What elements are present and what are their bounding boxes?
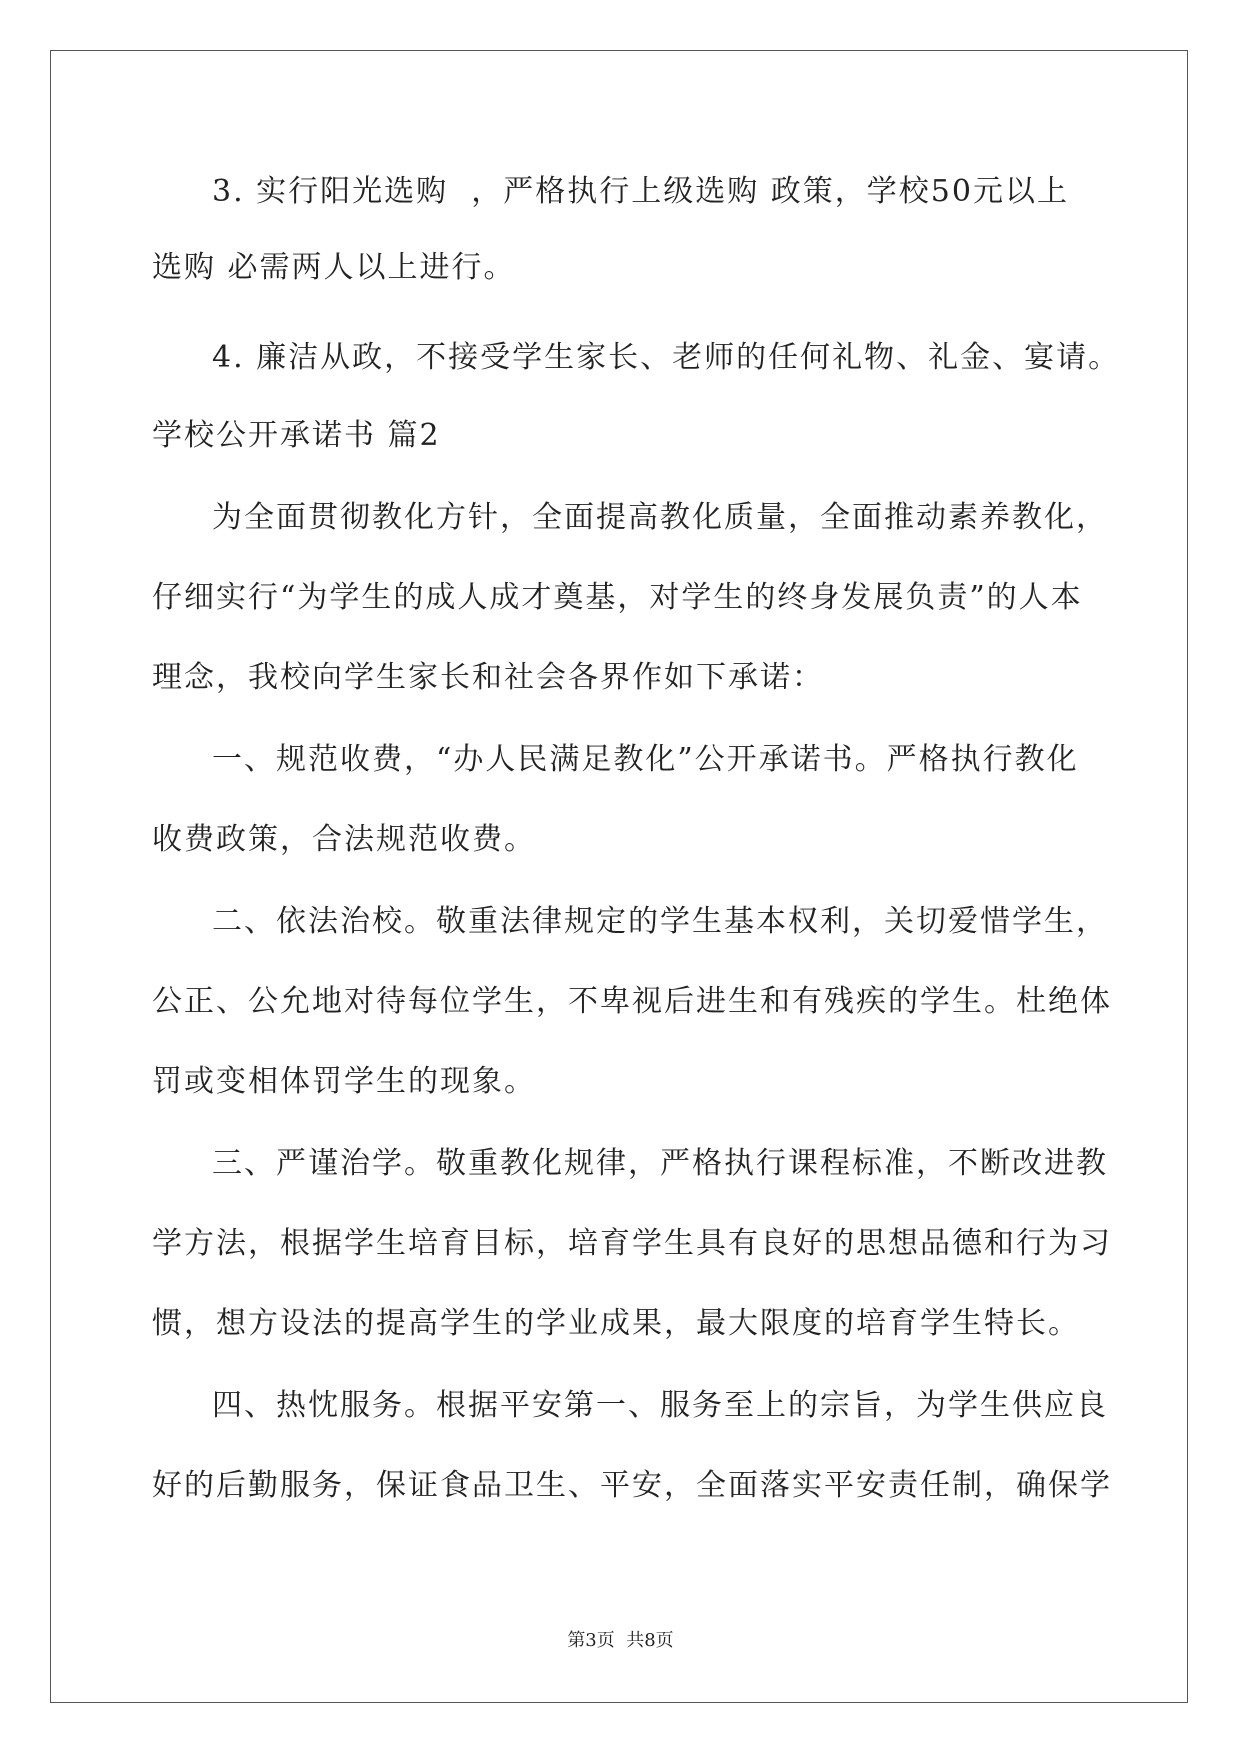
paragraph-line: 4. 廉洁从政，不接受学生家长、老师的任何礼物、礼金、宴请。 xyxy=(212,340,1121,375)
paragraph-line: 好的后勤服务，保证食品卫生、平安，全面落实平安责任制，确保学 xyxy=(152,1468,1112,1503)
paragraph-line: 仔细实行“为学生的成人成才奠基，对学生的终身发展负责”的人本 xyxy=(152,580,1083,615)
page-border xyxy=(50,50,1188,1703)
paragraph-line: 学方法，根据学生培育目标，培育学生具有良好的思想品德和行为习 xyxy=(152,1226,1112,1261)
paragraph-line: 理念，我校向学生家长和社会各界作如下承诺： xyxy=(152,660,824,695)
paragraph-line: 罚或变相体罚学生的现象。 xyxy=(152,1064,536,1099)
section-heading: 学校公开承诺书 篇2 xyxy=(152,418,441,453)
paragraph-line: 3. 实行阳光选购 ，严格执行上级选购 政策，学校50元以上 xyxy=(212,174,1069,209)
paragraph-line: 公正、公允地对待每位学生，不卑视后进生和有残疾的学生。杜绝体 xyxy=(152,984,1112,1019)
paragraph-line: 惯，想方设法的提高学生的学业成果，最大限度的培育学生特长。 xyxy=(152,1306,1080,1341)
paragraph-line: 为全面贯彻教化方针，全面提高教化质量，全面推动素养教化， xyxy=(212,500,1108,535)
page-number-footer: 第3页 共8页 xyxy=(567,1630,674,1651)
paragraph-line: 收费政策，合法规范收费。 xyxy=(152,822,536,857)
paragraph-line: 三、严谨治学。敬重教化规律，严格执行课程标准，不断改进教 xyxy=(212,1146,1108,1181)
paragraph-line: 二、依法治校。敬重法律规定的学生基本权利，关切爱惜学生， xyxy=(212,904,1108,939)
paragraph-line: 一、规范收费，“办人民满足教化”公开承诺书。严格执行教化 xyxy=(212,742,1079,777)
paragraph-line: 选购 必需两人以上进行。 xyxy=(152,250,516,285)
paragraph-line: 四、热忱服务。根据平安第一、服务至上的宗旨，为学生供应良 xyxy=(212,1388,1108,1423)
